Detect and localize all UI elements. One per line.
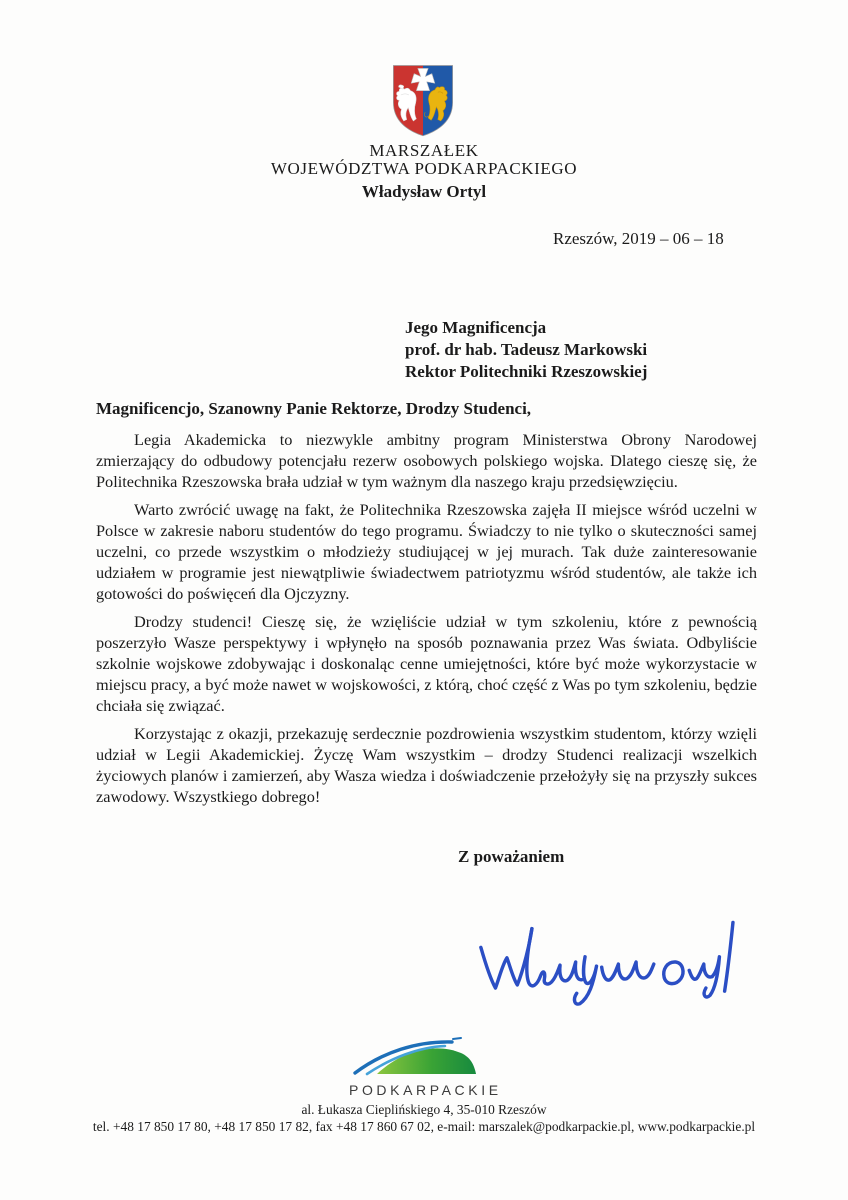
body-paragraph: Legia Akademicka to niezwykle ambitny program Ministerstwa Obrony Narodowej zmierzający do odbudowy potencjału rezerw osobowych polskiego wojska. Dlatego cieszę się, że Politechnika Rzeszowska brała udział w tym ważnym dla naszego kraju przedsięwzięciu. xyxy=(96,430,757,491)
body-paragraph: Drodzy studenci! Cieszę się, że wzięliście udział w tym szkoleniu, które z pewnością poszerzyło Wasze perspektywy i wpłynęło na sposób poznawania przez Was świata. Odbyliście szkolnie wojskowe zdobywając i doskonaląc cenne umiejętności, które być może wykorzystacie w miejscu pracy, a być może nawet w wojskowości, z którą, choć część z Was po tym szkoleniu, będzie chciała się związać. xyxy=(96,612,757,715)
date-line: Rzeszów, 2019 – 06 – 18 xyxy=(553,229,724,248)
letter-body xyxy=(96,429,757,807)
podkarpackie-logo xyxy=(349,1034,502,1098)
podkarpackie-coat-of-arms-icon xyxy=(386,62,460,145)
footer-contact-line: tel. +48 17 850 17 80, +48 17 850 17 82, fax +48 17 860 67 02, e-mail: marszalek@podkarpackie.pl, www.podkarpackie.pl xyxy=(92,1119,756,1134)
closing-valediction: Z poważaniem xyxy=(458,847,565,866)
logo-wordmark: PODKARPACKIE xyxy=(349,1082,502,1098)
letterhead-title-line2: WOJEWÓDZTWA PODKARPACKIEGO xyxy=(270,159,578,178)
podkarpackie-logo-icon xyxy=(349,1034,499,1076)
body-paragraph: Korzystając z okazji, przekazuję serdecznie pozdrowienia wszystkim studentom, którzy wzięli udział w Legii Akademickiej. Życzę Wam wszystkim – drodzy Studenci realizacji wszelkich życiowych planów i zamierzeń, aby Wasza wiedza i doświadczenie przełożyły się na przyszły sukces zawodowy. Wszystkiego dobrego! xyxy=(96,724,757,806)
addressee-line: Rektor Politechniki Rzeszowskiej xyxy=(405,362,648,381)
addressee-block xyxy=(405,317,647,383)
handwritten-signature xyxy=(468,912,750,1017)
footer-address-block xyxy=(0,1101,848,1135)
letterhead-author: Władysław Ortyl xyxy=(361,182,487,201)
body-paragraph: Warto zwrócić uwagę na fakt, że Politechnika Rzeszowska zajęła II miejsce wśród uczelni w Polsce w zakresie naboru studentów do tego programu. Świadczy to nie tylko o skuteczności samej uczelni, co przede wszystkim o młodzieży studiującej w jej murach. Tak duże zainteresowanie udziałem w programie jest niewątpliwie świadectwem patriotyzmu wśród studentów, ale także ich gotowości do poświęceń dla Ojczyzny. xyxy=(96,500,757,603)
addressee-line: Jego Magnificencja xyxy=(405,318,547,337)
letterhead-title-line1: MARSZAŁEK xyxy=(369,141,479,160)
salutation: Magnificencjo, Szanowny Panie Rektorze, Drodzy Studenci, xyxy=(96,399,532,418)
addressee-line: prof. dr hab. Tadeusz Markowski xyxy=(405,340,648,359)
footer-address-line: al. Łukasza Cieplińskiego 4, 35-010 Rzeszów xyxy=(301,1102,547,1117)
